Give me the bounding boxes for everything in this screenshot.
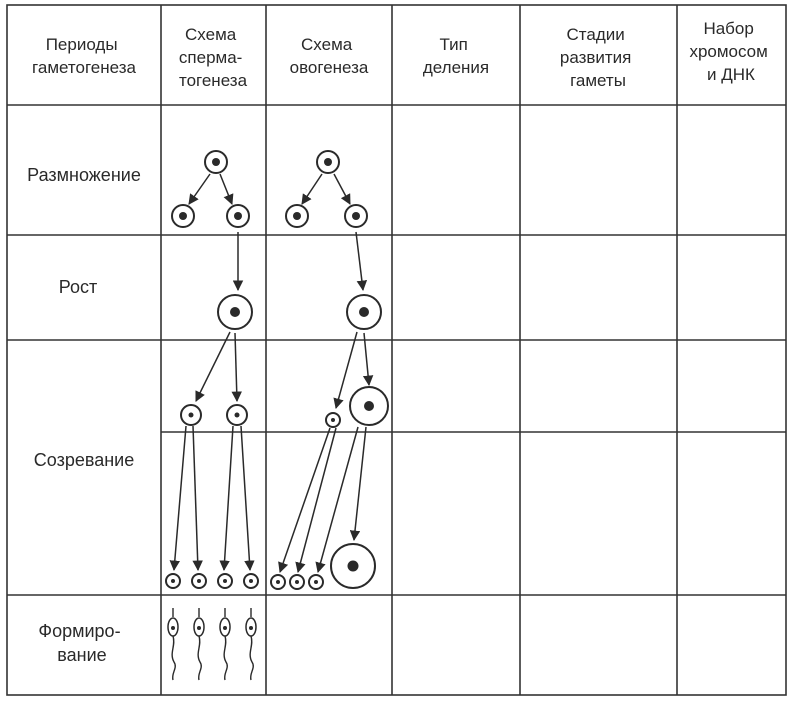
period-column xyxy=(27,165,141,665)
spermatid-cell xyxy=(192,574,206,588)
secondary-oocyte-cell xyxy=(350,387,388,425)
polar-body-cell xyxy=(290,575,304,589)
table-grid xyxy=(7,5,786,695)
header-row xyxy=(32,19,773,90)
oogonium-daughter-cell xyxy=(345,205,367,227)
polar-body-cell xyxy=(271,575,285,589)
header-oogenesis: Схема овогенеза xyxy=(289,35,369,77)
secondary-spermatocyte-cell xyxy=(227,405,247,425)
spermatozoon xyxy=(194,608,204,680)
secondary-spermatocyte-cell xyxy=(181,405,201,425)
spermatozoon xyxy=(220,608,230,680)
oogonium-cell xyxy=(317,151,339,173)
spermatogonium-daughter-cell xyxy=(227,205,249,227)
header-periods: Периоды гаметогенеза xyxy=(32,35,136,77)
header-division-type: Тип деления xyxy=(422,35,490,77)
spermatogenesis-scheme xyxy=(166,151,258,680)
oogonium-daughter-cell xyxy=(286,205,308,227)
ovum-cell xyxy=(331,544,375,588)
spermatogonium-daughter-cell xyxy=(172,205,194,227)
period-maturation: Созревание xyxy=(33,450,135,470)
header-gamete-stages: Стадии развития гаметы xyxy=(559,25,632,90)
period-growth: Рост xyxy=(58,277,98,297)
spermatid-cell xyxy=(218,574,232,588)
spermatogonium-cell xyxy=(205,151,227,173)
header-chromosome-set: Набор хромосом и ДНК xyxy=(689,19,768,84)
polar-body-cell xyxy=(326,413,340,427)
spermatid-cell xyxy=(166,574,180,588)
spermatozoon xyxy=(168,608,178,680)
period-reproduction: Размножение xyxy=(27,165,141,185)
primary-oocyte-cell xyxy=(347,295,381,329)
spermatid-cell xyxy=(244,574,258,588)
spermatozoon xyxy=(246,608,256,680)
polar-body-cell xyxy=(309,575,323,589)
oogenesis-scheme xyxy=(271,151,388,589)
period-formation: Формиро- вание xyxy=(38,621,121,665)
header-spermatogenesis: Схема сперма- тогенеза xyxy=(178,25,248,90)
primary-spermatocyte-cell xyxy=(218,295,252,329)
